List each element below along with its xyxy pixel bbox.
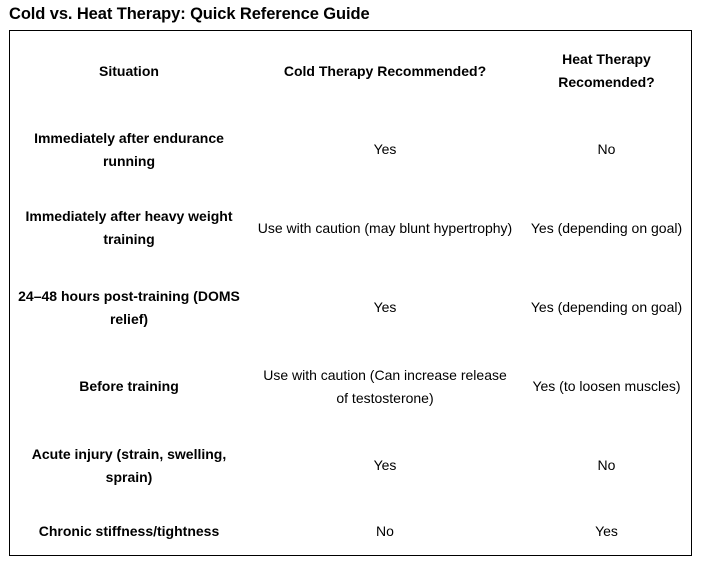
table-row <box>10 188 691 268</box>
header-situation: Situation <box>99 62 159 79</box>
situation-cell: Immediately after endurance running <box>34 129 224 169</box>
header-heat-therapy: Heat Therapy Recomended? <box>558 51 655 90</box>
cold-therapy-cell: Yes <box>373 299 397 315</box>
heat-therapy-cell: Yes (to loosen muscles) <box>532 378 681 394</box>
heat-therapy-cell: Yes (depending on goal) <box>530 299 683 315</box>
reference-table <box>10 31 691 557</box>
situation-cell: Immediately after heavy weight training <box>25 208 233 247</box>
header-cold-therapy: Cold Therapy Recommended? <box>283 62 487 79</box>
situation-cell: 24–48 hours post-training (DOMS relief) <box>18 287 240 327</box>
cold-therapy-cell: Yes <box>373 141 397 157</box>
table-row <box>10 111 691 188</box>
cold-therapy-cell: Use with caution (Can increase release of testosterone) <box>263 366 507 406</box>
heat-therapy-cell: Yes <box>595 522 618 539</box>
table-row <box>10 505 691 557</box>
reference-table-container <box>9 30 692 556</box>
cold-therapy-cell: Yes <box>373 457 397 473</box>
heat-therapy-cell: No <box>597 457 616 473</box>
situation-cell: Before training <box>79 378 179 394</box>
table-header-row <box>10 31 691 111</box>
cold-therapy-cell: No <box>376 522 394 539</box>
heat-therapy-cell: No <box>597 141 616 157</box>
table-row <box>10 347 691 426</box>
situation-cell: Chronic stiffness/tightness <box>38 522 220 539</box>
table-row <box>10 426 691 505</box>
table-row <box>10 268 691 347</box>
cold-therapy-cell: Use with caution (may blunt hypertrophy) <box>257 219 513 236</box>
page-title: Cold vs. Heat Therapy: Quick Reference Guide <box>9 5 370 23</box>
situation-cell: Acute injury (strain, swelling, sprain) <box>31 445 227 485</box>
heat-therapy-cell: Yes (depending on goal) <box>530 219 683 236</box>
